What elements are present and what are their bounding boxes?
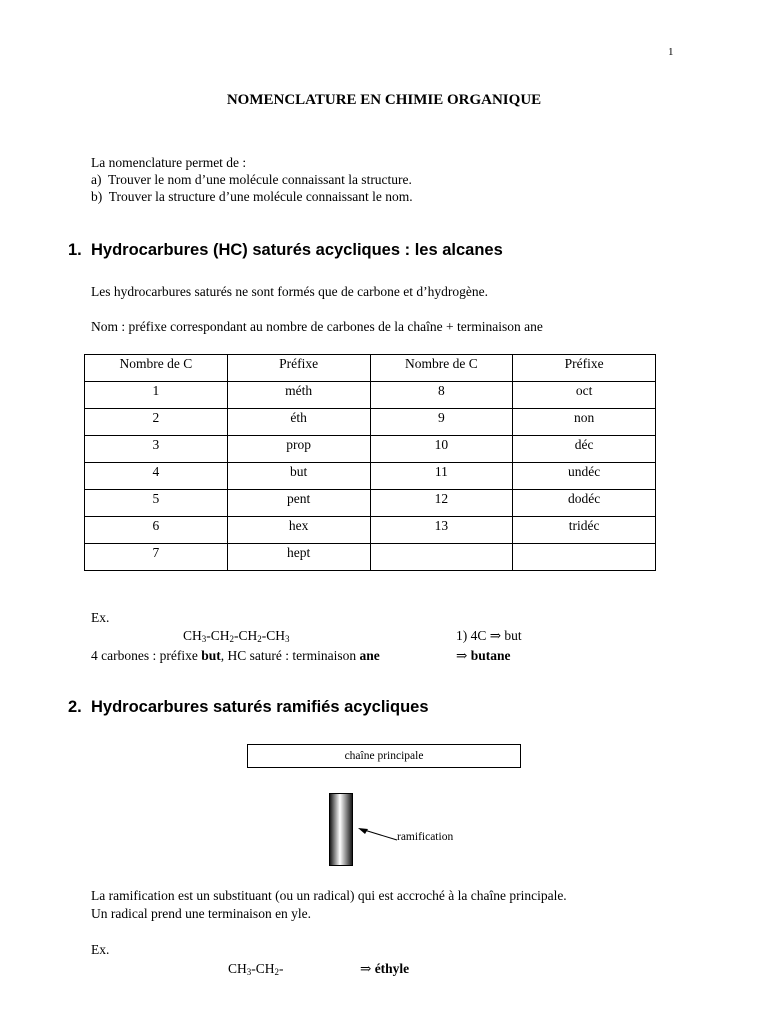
formula-part: -CH	[261, 628, 286, 643]
table-cell: but	[227, 463, 370, 490]
desc-bold: ane	[359, 648, 380, 663]
table-cell: 8	[370, 382, 513, 409]
table-row	[85, 382, 656, 409]
example2-label: Ex.	[91, 942, 110, 957]
formula-subscript: 3	[201, 634, 207, 644]
section2-number: 2.	[68, 698, 82, 716]
table-cell: éth	[227, 409, 370, 436]
table-row	[85, 436, 656, 463]
result-name: éthyle	[374, 961, 410, 976]
table-cell: 9	[370, 409, 513, 436]
section1-heading	[68, 241, 503, 260]
formula-subscript: 2	[274, 967, 280, 977]
table-cell: 7	[85, 544, 228, 571]
table-cell: prop	[227, 436, 370, 463]
ethyl-formula	[228, 961, 284, 977]
desc-text: 4 carbones : préfixe	[91, 648, 202, 663]
table-cell: pent	[227, 490, 370, 517]
intro-lead: La nomenclature permet de :	[91, 155, 247, 170]
table-cell	[370, 544, 513, 571]
table-header-row	[85, 355, 656, 382]
intro-item-a: a) Trouver le nom d’une molécule connaissant la structure.	[91, 172, 412, 187]
table-cell: dodéc	[513, 490, 656, 517]
table-cell: tridéc	[513, 517, 656, 544]
table-cell: 12	[370, 490, 513, 517]
table-header-cell: Préfixe	[513, 355, 656, 382]
section2-heading-text: Hydrocarbures saturés ramifiés acycliques	[91, 698, 429, 716]
formula-part: -CH	[206, 628, 230, 643]
desc-text: , HC saturé : terminaison	[220, 648, 360, 663]
table-cell: 1	[85, 382, 228, 409]
table-header-cell: Préfixe	[227, 355, 370, 382]
example1-label: Ex.	[91, 610, 110, 625]
implies-arrow: ⇒	[456, 648, 471, 663]
table-cell: 10	[370, 436, 513, 463]
table-cell: 6	[85, 517, 228, 544]
page-number: 1	[668, 46, 674, 58]
table-cell: non	[513, 409, 656, 436]
table-cell: 13	[370, 517, 513, 544]
table-cell	[513, 544, 656, 571]
table-cell: déc	[513, 436, 656, 463]
table-header-cell: Nombre de C	[85, 355, 228, 382]
main-chain-box: chaîne principale	[247, 744, 521, 768]
result-name: butane	[470, 648, 511, 663]
section2-para2: Un radical prend une terminaison en yle.	[91, 906, 312, 921]
formula-part: CH	[228, 961, 247, 976]
formula-subscript: 3	[246, 967, 252, 977]
table-row	[85, 409, 656, 436]
table-cell: undéc	[513, 463, 656, 490]
section1-para1: Les hydrocarbures saturés ne sont formés que de carbone et d’hydrogène.	[91, 284, 488, 299]
section1-number: 1.	[68, 241, 82, 259]
prefix-table	[84, 354, 656, 571]
formula-part: CH	[183, 628, 202, 643]
table-row	[85, 544, 656, 571]
intro-item-b: b) Trouver la structure d’une molécule connaissant le nom.	[91, 189, 413, 204]
table-row	[85, 463, 656, 490]
section2-para1: La ramification est un substituant (ou un radical) qui est accroché à la chaîne principale.	[91, 888, 567, 903]
formula-part: -CH	[251, 961, 275, 976]
table-cell: hept	[227, 544, 370, 571]
table-cell: oct	[513, 382, 656, 409]
example1-step: 1) 4C ⇒ but	[456, 628, 522, 643]
branch-arrow-icon	[355, 826, 399, 844]
desc-bold: but	[201, 648, 221, 663]
table-cell: 4	[85, 463, 228, 490]
branch-label: ramification	[397, 831, 454, 843]
example1-result	[456, 648, 510, 664]
butane-formula	[183, 628, 290, 644]
page-title: NOMENCLATURE EN CHIMIE ORGANIQUE	[226, 92, 542, 108]
section2-heading	[68, 698, 429, 717]
table-cell: méth	[227, 382, 370, 409]
branch-bar	[329, 793, 353, 866]
example2-result	[360, 961, 409, 977]
table-cell: 2	[85, 409, 228, 436]
table-cell: 3	[85, 436, 228, 463]
table-cell: hex	[227, 517, 370, 544]
formula-part: -	[279, 961, 284, 976]
table-cell: 11	[370, 463, 513, 490]
formula-subscript: 2	[229, 634, 235, 644]
table-row	[85, 490, 656, 517]
formula-subscript: 3	[285, 634, 290, 644]
formula-part: -CH	[234, 628, 258, 643]
section1-heading-text: Hydrocarbures (HC) saturés acycliques : les alcanes	[91, 241, 503, 259]
example1-description	[91, 648, 380, 664]
table-header-cell: Nombre de C	[370, 355, 513, 382]
section1-para2: Nom : préfixe correspondant au nombre de carbones de la chaîne + terminaison ane	[91, 319, 543, 334]
table-cell: 5	[85, 490, 228, 517]
implies-arrow: ⇒	[360, 961, 375, 976]
formula-subscript: 2	[257, 634, 262, 644]
table-row	[85, 517, 656, 544]
